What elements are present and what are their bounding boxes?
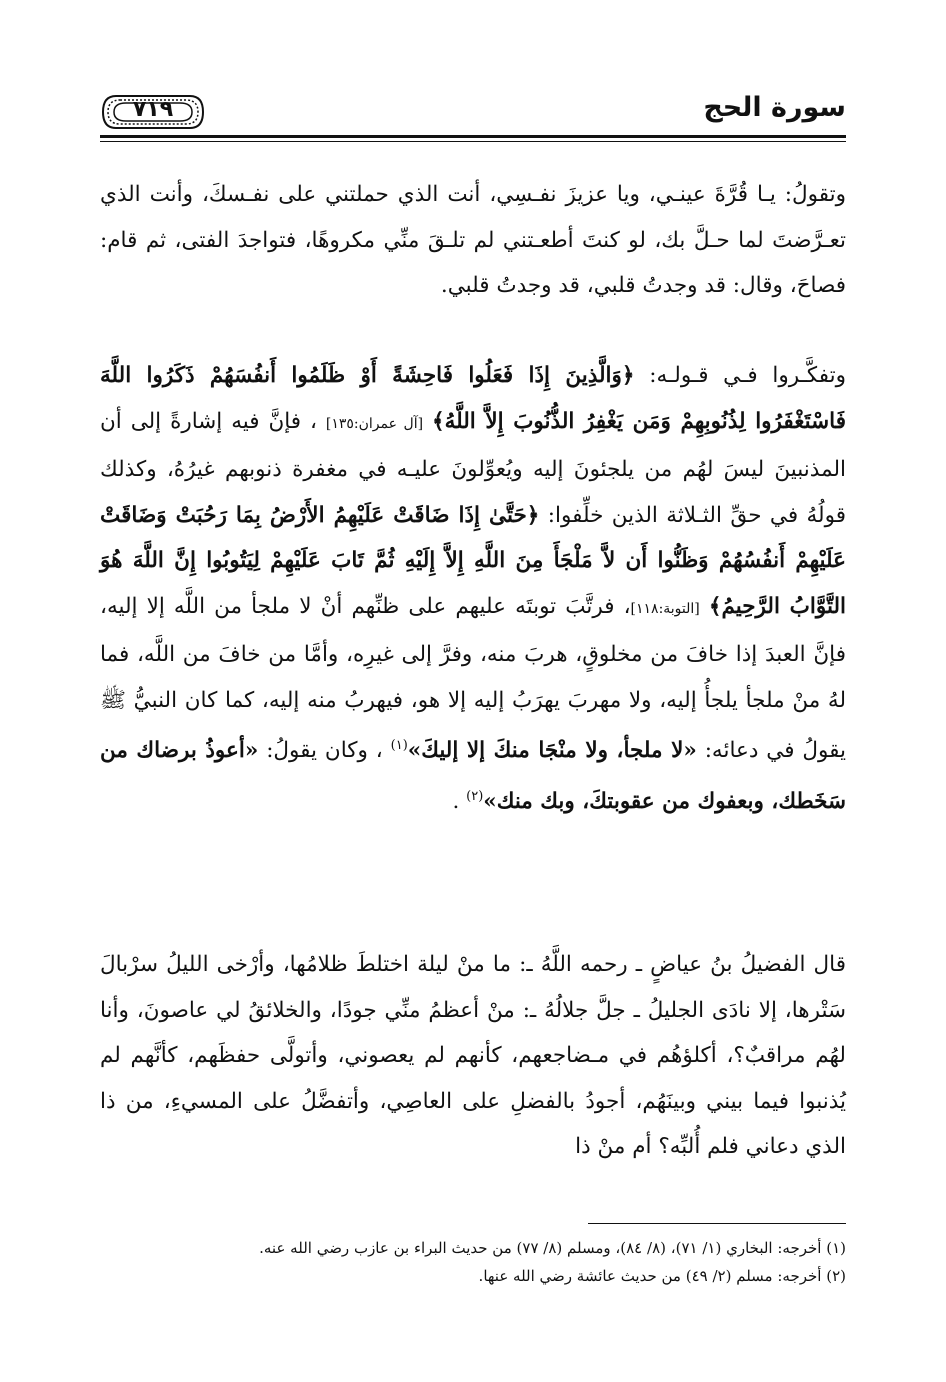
header-rule-thin xyxy=(100,141,846,142)
verse-reference: [التوبة:١١٨] xyxy=(630,600,700,617)
surah-title: سورة الحج xyxy=(703,92,846,123)
text-run: ، فرتَّبَ توبتَه عليهم على ظنِّهم أنْ لا ملجأ من اللَّه إلا إليه، فإنَّ العبدَ إذا خافَ من مخلوقٍ، هربَ منه، وفرَّ إلى غيرِه، وأمَّا من خافَ من اللَّه، فما لهُ منْ ملجأ يلجأُ إليه، ولا مهربَ يهرَبُ إليه إلا هو، فيهربُ منه إليه، كما كان النبيُّ ﷺ يقولُ في دعائه: xyxy=(100,593,846,764)
page-header xyxy=(100,78,846,138)
paragraph-2 xyxy=(100,353,846,824)
footnote-2: (٢) أخرجه: مسلم (٢/ ٤٩) من حديث عائشة رضي الله عنها. xyxy=(478,1267,846,1285)
footnotes xyxy=(100,1234,846,1290)
verse-reference: [آل عمران:١٣٥] xyxy=(325,415,424,432)
text-run: ، وكان يقولُ: xyxy=(266,738,383,764)
hadith-quote: «أعوذُ برضاك من سَخَطك، وبعفوك من عقوبتكَ، وبك منك» xyxy=(100,738,846,814)
page-number-badge xyxy=(102,94,204,130)
footnote-marker: (٢) xyxy=(466,788,484,804)
page-number: ٧١٩ xyxy=(132,97,174,122)
footnote-1: (١) أخرجه: البخاري (١/ ٧١)، (٨/ ٨٤)، ومسلم (٨/ ٧٧) من حديث البراء بن عازب رضي الله عنه. xyxy=(259,1239,846,1257)
quran-verse: ﴿وَالَّذِينَ إِذَا فَعَلُوا فَاحِشَةً أَوْ ظَلَمُوا أَنفُسَهُمْ ذَكَرُوا اللَّهَ فَاسْتَغْفَرُوا لِذُنُوبِهِمْ وَمَن يَغْفِرُ الذُّنُوبَ إِلاَّ اللَّهُ﴾ xyxy=(100,363,846,434)
paragraph-1 xyxy=(100,172,846,309)
quran-verse: ﴿حَتَّىٰ إِذَا ضَاقَتْ عَلَيْهِمُ الأَرْضُ بِمَا رَحُبَتْ وَضَاقَتْ عَلَيْهِمْ أَنفُسُهُمْ وَظَنُّوا أَن لاَّ مَلْجَأَ مِنَ اللَّهِ إِلاَّ إِلَيْهِ ثُمَّ تَابَ عَلَيْهِمْ لِيَتُوبُوا إِنَّ اللَّهَ هُوَ التَّوَّابُ الرَّحِيمُ﴾ xyxy=(100,502,847,619)
header-rule-thick xyxy=(100,135,846,138)
text-run: ، فإنَّ فيه إشارةً إلى أن المذنبينَ ليسَ لهُم من يلجئونَ إليه ويُعوِّلونَ عليـه في مغفرة ذنوبهم غيرُهُ، وكذلك قولُهُ في حقِّ الثـلاثة الذين خلِّفوا: xyxy=(100,408,846,528)
paragraph-text xyxy=(100,353,846,824)
footnote-marker: (١) xyxy=(390,738,408,753)
hadith-quote: «لا ملجأ، ولا منْجَا منكَ إلا إليكَ» xyxy=(407,738,697,764)
paragraph-text: قال الفضيلُ بنُ عياضٍ ـ رحمه اللَّهُ ـ: ما منْ ليلة اختلطَ ظلامُها، وأرْخى الليلُ سرْبالَ سَتْرها، إلا نادَى الجليلُ ـ جلَّ جلالُهُ ـ: منْ أعظمُ منِّي جودًا، والخلائقُ لي عاصونَ، وأنا لهُم مراقبٌ؟، أكلؤهُم في مـضاجعهم، كأنهم لم يعصوني، وأتولَّى حفظَهم، كأنَّهم لم يُذنبوا فيما بيني وبينَهُم، أجودُ بالفضلِ على العاصِي، وأتفضَّلُ على المسيءِ، من ذا الذي دعاني فلم أُلبِّه؟ أم منْ ذا xyxy=(100,952,846,1159)
paragraph-text: وتقولُ: يـا قُرَّةَ عينـي، ويا عزيزَ نفـسِي، أنت الذي حملتني على نفـسكَ، وأنت الذي تعـرَّضتَ لما حـلَّ بك، لو كنتَ أطعـتني لم تلـقَ منِّي مكروهًا، فتواجدَ الفتى، ثم قام: فصاحَ، وقال: قد وجدتُ قلبي، قد وجدتُ قلبي. xyxy=(100,182,846,298)
text-run: . xyxy=(452,788,460,814)
footnote-separator xyxy=(588,1223,846,1224)
text-run: وتفكَّـروا فـي قـولـه: xyxy=(649,363,846,388)
paragraph-3 xyxy=(100,942,846,1170)
